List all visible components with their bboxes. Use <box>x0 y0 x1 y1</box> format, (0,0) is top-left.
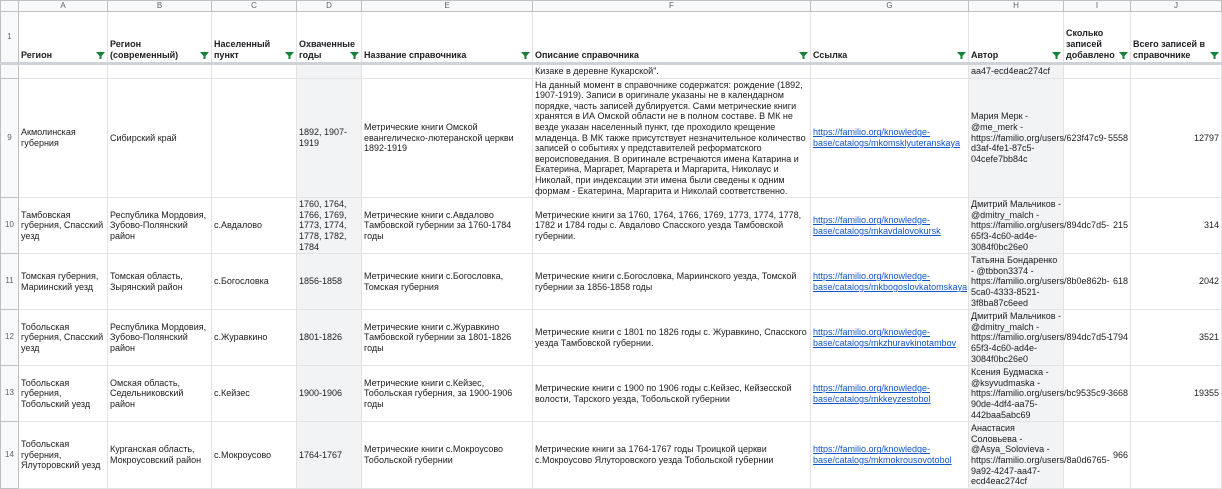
filter-icon[interactable] <box>350 52 359 59</box>
header-cell-total[interactable] <box>1131 12 1222 64</box>
cell-settlement[interactable]: с.Авдалово <box>212 198 297 254</box>
filter-icon[interactable] <box>285 52 294 59</box>
catalog-link[interactable]: https://familio.org/knowledge-base/catalogs/mkmokrousovotobol <box>813 444 952 465</box>
cell-region[interactable]: Тобольская губерния, Спасский уезд <box>19 310 108 366</box>
filter-icon[interactable] <box>799 52 808 59</box>
cell-description[interactable]: Метрические книги за 1760, 1764, 1766, 1769, 1773, 1774, 1778, 1782 и 1784 годы с. Авдалово Спасского уезда Тамбовской губернии. <box>533 198 811 254</box>
table-header-row <box>1 12 1222 64</box>
cell-link[interactable] <box>811 422 969 489</box>
cell-region-modern[interactable]: Омская область, Седельниковский район <box>108 366 212 422</box>
filter-icon[interactable] <box>1119 52 1128 59</box>
header-label: Населенный пункт <box>214 39 271 60</box>
column-header-i[interactable]: I <box>1064 1 1131 12</box>
column-header-row <box>1 1 1222 12</box>
cell-added[interactable]: 1794 <box>1064 310 1131 366</box>
header-label: Описание справочника <box>535 50 639 60</box>
row-number[interactable]: 1 <box>1 12 19 64</box>
header-cell-link[interactable] <box>811 12 969 64</box>
cell-region[interactable] <box>19 64 108 79</box>
cell-region-modern[interactable]: Республика Мордовия, Зубово-Полянский район <box>108 310 212 366</box>
table-row <box>1 254 1222 310</box>
cell-author[interactable]: Анастасия Соловьева - @Asya_Solovieva - https://familio.org/users/8a0d6765-9a92-4247-aa47-ecd4eac274cf <box>969 422 1064 489</box>
row-number[interactable]: 10 <box>1 198 19 254</box>
row-number[interactable]: 12 <box>1 310 19 366</box>
header-label: Ссылка <box>813 50 848 60</box>
header-label: Автор <box>971 50 999 60</box>
cell-region[interactable]: Тамбовская губерния, Спасский уезд <box>19 198 108 254</box>
cell-link[interactable] <box>811 198 969 254</box>
cell-region-modern[interactable] <box>108 64 212 79</box>
catalog-link[interactable]: https://familio.org/knowledge-base/catalogs/mkomsklyuteranskaya <box>813 127 961 148</box>
table-row <box>1 422 1222 489</box>
cell-region[interactable]: Тобольская губерния, Тобольский уезд <box>19 366 108 422</box>
cell-years[interactable]: 1892, 1907-1919 <box>297 78 362 198</box>
column-header-f[interactable]: F <box>533 1 811 12</box>
cell-description[interactable]: Метрические книги с 1900 по 1906 годы с.Кейзес, Кейзесской волости, Тарского уезда, Тобольской губернии <box>533 366 811 422</box>
header-cell-region-modern[interactable] <box>108 12 212 64</box>
header-cell-settlement[interactable] <box>212 12 297 64</box>
column-header-g[interactable]: G <box>811 1 969 12</box>
cell-title[interactable]: Метрические книги с.Авдалово Тамбовской губернии за 1760-1784 годы <box>362 198 533 254</box>
column-header-j[interactable]: J <box>1131 1 1222 12</box>
cell-description[interactable]: Кизаке в деревне Кукарской". <box>533 64 811 79</box>
cell-years[interactable]: 1801-1826 <box>297 310 362 366</box>
cell-author[interactable]: Татьяна Бондаренко - @tbbon3374 - https://familio.org/users/8b0e862b-5ca0-4333-8521-3f8ba87c6eed <box>969 254 1064 310</box>
header-label: Охваченные годы <box>299 39 355 60</box>
cell-link[interactable] <box>811 78 969 198</box>
cell-total[interactable] <box>1131 64 1222 79</box>
cell-description[interactable]: Метрические книги за 1764-1767 годы Троицкой церкви с.Мокроусово Ялуторовского уезда Тобольской губернии <box>533 422 811 489</box>
cell-description[interactable]: На данный момент в справочнике содержатся: рождение (1892, 1907-1919). Записи в оригинале указаны не в календарном порядке, часть записей дублируется. Сами метрические книги хранятся в ИА Омской области не в полном составе. В МК не везде указан населенный пункт, где проходило крещение младенца. В МК также присутствует незначительное количество записей о событиях у представителей реформатского вероисповедания. В оригинале встречаются имена Катарина и Екатерина, Маргарет, Маргарета и Маргарита, Николаус и Николай, при индексации эти имена были сведены к одним формам - Екатерина, Маргарита и Николай соответственно. <box>533 78 811 198</box>
cell-title[interactable]: Метрические книги с.Богословка, Томская губерния <box>362 254 533 310</box>
cell-region[interactable]: Тобольская губерния, Ялуторовский уезд <box>19 422 108 489</box>
table-row <box>1 310 1222 366</box>
cell-added[interactable]: 3668 <box>1064 366 1131 422</box>
catalog-link[interactable]: https://familio.org/knowledge-base/catalogs/mkavdalovokursk <box>813 215 941 236</box>
header-cell-title[interactable] <box>362 12 533 64</box>
filter-icon[interactable] <box>957 52 966 59</box>
cell-description[interactable]: Метрические книги с.Богословка, Мариинского уезда, Томской губернии за 1856-1858 годы <box>533 254 811 310</box>
cell-settlement[interactable]: с.Кейзес <box>212 366 297 422</box>
column-header-b[interactable]: B <box>108 1 212 12</box>
cell-total[interactable]: 12797 <box>1131 78 1222 198</box>
cell-settlement[interactable]: с.Богословка <box>212 254 297 310</box>
cell-settlement[interactable]: с.Мокроусово <box>212 422 297 489</box>
filter-icon[interactable] <box>96 52 105 59</box>
header-label: Название справочника <box>364 50 467 60</box>
cell-added[interactable]: 5558 <box>1064 78 1131 198</box>
cell-years[interactable] <box>297 64 362 79</box>
table-row <box>1 78 1222 198</box>
catalog-link[interactable]: https://familio.org/knowledge-base/catalogs/mkkeyzestobol <box>813 383 931 404</box>
filter-icon[interactable] <box>521 52 530 59</box>
cell-region-modern[interactable]: Республика Мордовия, Зубово-Полянский район <box>108 198 212 254</box>
cell-total[interactable]: 2042 <box>1131 254 1222 310</box>
cell-title[interactable]: Метрические книги с.Мокроусово Тобольской губернии <box>362 422 533 489</box>
header-cell-years[interactable] <box>297 12 362 64</box>
cell-added[interactable]: 215 <box>1064 198 1131 254</box>
cell-link[interactable] <box>811 64 969 79</box>
table-row-partial <box>1 64 1222 79</box>
row-number[interactable]: 9 <box>1 78 19 198</box>
table-row <box>1 198 1222 254</box>
header-label: Всего записей в справочнике <box>1133 39 1206 60</box>
cell-years[interactable]: 1900-1906 <box>297 366 362 422</box>
cell-region[interactable]: Томская губерния, Мариинский уезд <box>19 254 108 310</box>
column-header-a[interactable]: A <box>19 1 108 12</box>
cell-author[interactable]: Дмитрий Мальчиков - @dmitry_malch - https://familio.org/users/894dc7d5-65f3-4c60-ad4e-3084f0bc26e0 <box>969 198 1064 254</box>
cell-description[interactable]: Метрические книги с 1801 по 1826 годы с. Журавкино, Спасского уезда Тамбовской губернии. <box>533 310 811 366</box>
cell-link[interactable] <box>811 366 969 422</box>
filter-icon[interactable] <box>1210 52 1219 59</box>
column-header-e[interactable]: E <box>362 1 533 12</box>
catalog-link[interactable]: https://familio.org/knowledge-base/catalogs/mkbogoslovkatomskaya <box>813 271 968 292</box>
cell-title[interactable]: Метрические книги с.Кейзес, Тобольская губерния, за 1900-1906 годы <box>362 366 533 422</box>
filter-icon[interactable] <box>1052 52 1061 59</box>
cell-years[interactable]: 1760, 1764, 1766, 1769, 1773, 1774, 1778, 1782, 1784 <box>297 198 362 254</box>
row-number[interactable]: 14 <box>1 422 19 489</box>
cell-total[interactable]: 3521 <box>1131 310 1222 366</box>
cell-link[interactable] <box>811 254 969 310</box>
cell-title[interactable]: Метрические книги с.Журавкино Тамбовской губернии за 1801-1826 годы <box>362 310 533 366</box>
row-number[interactable]: 13 <box>1 366 19 422</box>
cell-region-modern[interactable]: Томская область, Зырянский район <box>108 254 212 310</box>
column-header-c[interactable]: C <box>212 1 297 12</box>
header-cell-author[interactable] <box>969 12 1064 64</box>
cell-region-modern[interactable]: Сибирский край <box>108 78 212 198</box>
row-number[interactable] <box>1 64 19 79</box>
cell-added[interactable]: 966 <box>1064 422 1131 489</box>
header-cell-added[interactable] <box>1064 12 1131 64</box>
cell-total[interactable]: 314 <box>1131 198 1222 254</box>
cell-link[interactable] <box>811 310 969 366</box>
table-row <box>1 366 1222 422</box>
cell-title[interactable] <box>362 64 533 79</box>
header-label: Регион (современный) <box>110 39 179 60</box>
column-header-d[interactable]: D <box>297 1 362 12</box>
header-cell-description[interactable] <box>533 12 811 64</box>
column-header-h[interactable]: H <box>969 1 1064 12</box>
filter-icon[interactable] <box>200 52 209 59</box>
select-all-corner[interactable] <box>1 1 19 12</box>
cell-settlement[interactable] <box>212 78 297 198</box>
cell-years[interactable]: 1856-1858 <box>297 254 362 310</box>
cell-title[interactable]: Метрические книги Омской евангелическо-лютеранской церкви 1892-1919 <box>362 78 533 198</box>
cell-added[interactable]: 618 <box>1064 254 1131 310</box>
header-label: Регион <box>21 50 52 60</box>
cell-years[interactable]: 1764-1767 <box>297 422 362 489</box>
cell-added[interactable] <box>1064 64 1131 79</box>
cell-settlement[interactable] <box>212 64 297 79</box>
cell-region-modern[interactable]: Курганская область, Мокроусовский район <box>108 422 212 489</box>
row-number[interactable]: 11 <box>1 254 19 310</box>
header-label: Сколько записей добавлено <box>1066 28 1115 60</box>
cell-author[interactable]: Дмитрий Мальчиков - @dmitry_malch - https://familio.org/users/894dc7d5-65f3-4c60-ad4e-3084f0bc26e0 <box>969 310 1064 366</box>
header-cell-region[interactable] <box>19 12 108 64</box>
cell-region[interactable]: Акмолинская губерния <box>19 78 108 198</box>
cell-settlement[interactable]: с.Журавкино <box>212 310 297 366</box>
cell-author[interactable]: Ксения Будмаска - @ksyvudmaska - https://familio.org/users/bc9535c9-90de-4df4-aa75-442baa5abc69 <box>969 366 1064 422</box>
cell-author[interactable]: Мария Мерк - @me_merk - https://familio.org/users/623f47c9-d3af-4fe1-87c5-04cefe7bb84c <box>969 78 1064 198</box>
cell-author[interactable]: aa47-ecd4eac274cf <box>969 64 1064 79</box>
cell-total[interactable] <box>1131 422 1222 489</box>
catalog-link[interactable]: https://familio.org/knowledge-base/catalogs/mkzhuravkinotambov <box>813 327 957 348</box>
cell-total[interactable]: 19355 <box>1131 366 1222 422</box>
